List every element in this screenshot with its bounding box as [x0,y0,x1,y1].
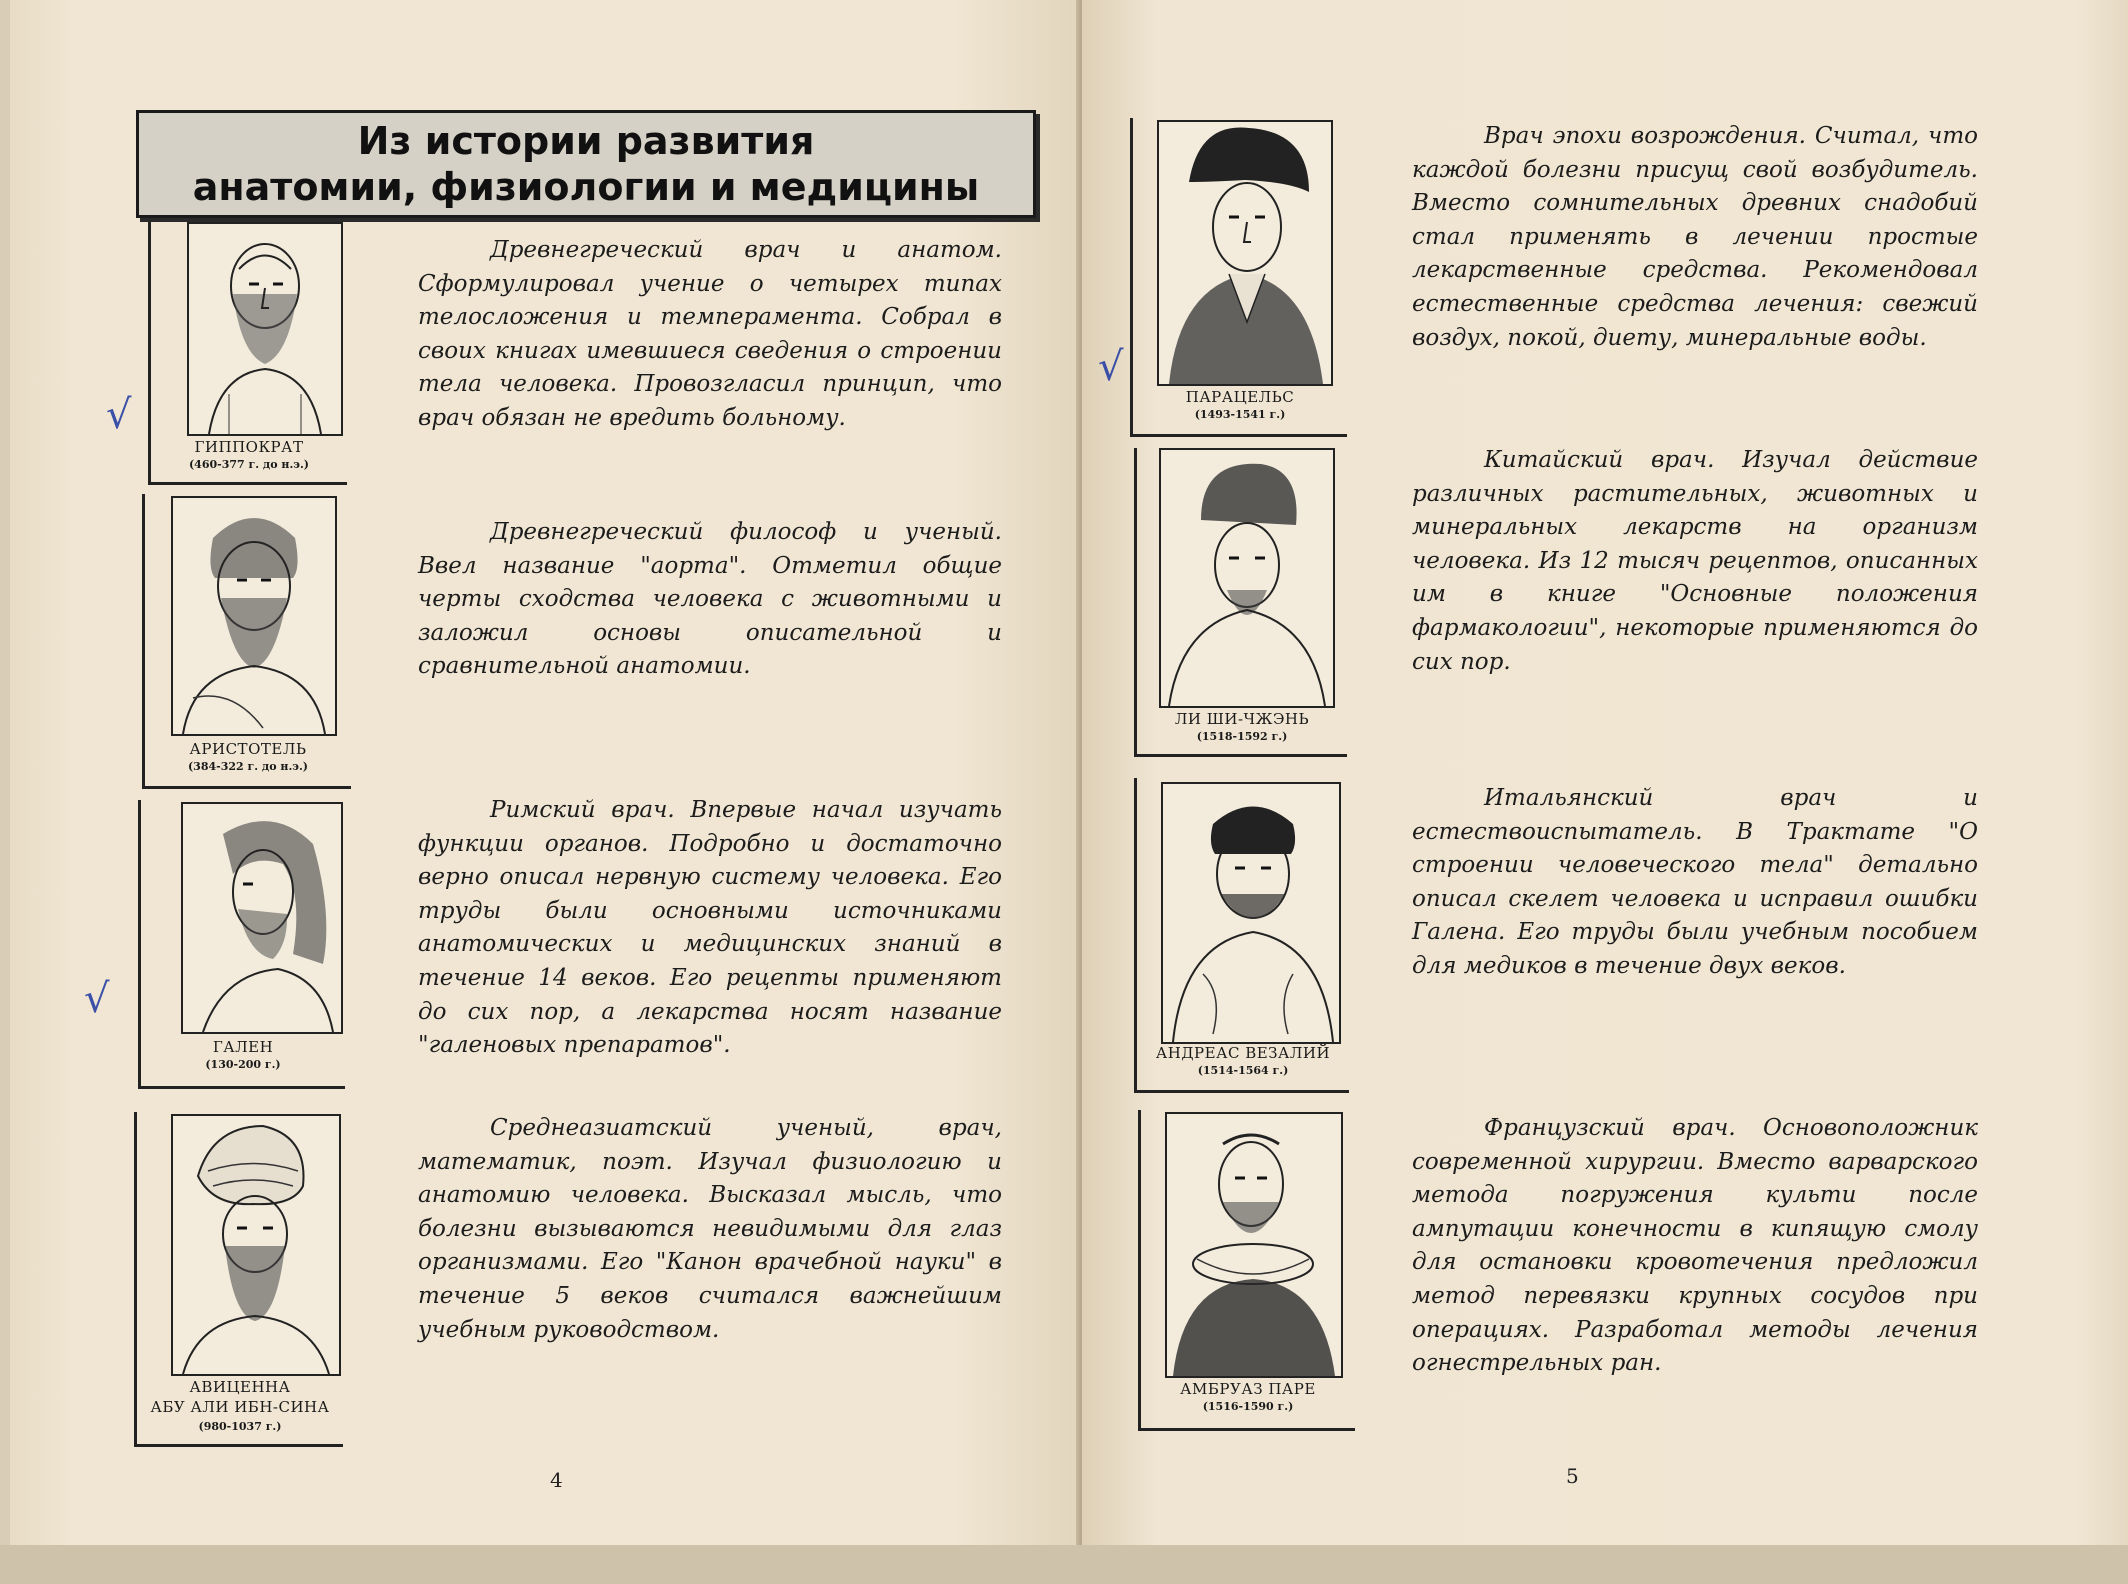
portrait-name: АВИЦЕННА [189,1378,291,1396]
portrait-image [171,496,337,736]
portrait-hippocrates [148,222,347,485]
bust-drawing-icon [183,804,341,1032]
bio-avicenna: Среднеазиатский ученый, врач, математик, поэт. Изучал физиологию и анатомию человека. Высказал мысль, что болезни вызываются невидимыми для глаз организмами. Его "Канон врачебной науки" в течение 5 веков считался важнейшим учебным руководством. [418,1115,1002,1343]
bust-drawing-icon [1159,122,1331,384]
portrait-dates: (1514-1564 г.) [1197,1064,1289,1077]
pen-checkmark: √ [84,976,110,1022]
portrait-dates: (384-322 г. до н.э.) [187,760,309,773]
pen-checkmark: √ [1098,344,1124,390]
bust-drawing-icon [173,1116,339,1374]
portrait-dates: (460-377 г. до н.э.) [188,458,310,471]
pen-checkmark: √ [106,392,132,438]
bust-drawing-icon [173,498,335,734]
portrait-name: АНДРЕАС ВЕЗАЛИЙ [1155,1044,1331,1062]
bio-paracelsus: Врач эпохи возрождения. Считал, что каждой болезни присущ свой возбудитель. Вместо сомнительных древних снадобий стал применять в лечении простые лекарственные средства. Рекомендовал естественные средства лечения: свежий воздух, покой, диету, минеральные воды. [1412,123,1978,351]
portrait-name: АРИСТОТЕЛЬ [189,740,307,758]
portrait-image [181,802,343,1034]
portrait-image [1159,448,1335,708]
bust-drawing-icon [1167,1114,1341,1376]
bio-li-shi-zhen: Китайский врач. Изучал действие различных растительных, животных и минеральных лекарств на организм человека. Из 12 тысяч рецептов, описанных им в книге "Основные положения фармакологии", некоторые применяются до сих пор. [1412,447,1978,675]
portrait-image [1165,1112,1343,1378]
portrait-galen [138,800,345,1089]
portrait-name-alt: АБУ АЛИ ИБН-СИНА [150,1398,330,1416]
page-number-right: 5 [1566,1464,1579,1488]
portrait-image [171,1114,341,1376]
bio-hippocrates: Древнегреческий врач и анатом. Сформулировал учение о четырех типах телосложения и темперамента. Собрал в своих книгах имевшиеся сведения о строении тела человека. Провозгласил принцип, что врач обязан не вредить больному. [418,237,1002,431]
portrait-name: ГИППОКРАТ [194,438,304,456]
portrait-name: ПАРАЦЕЛЬС [1185,388,1295,406]
chapter-title-line2: анатомии, физиологии и медицины [192,165,980,209]
chapter-title-line1: Из истории развития [357,119,815,163]
portrait-avicenna [134,1112,343,1447]
portrait-vesalius [1134,778,1349,1093]
page-number-left: 4 [550,1468,563,1492]
bust-drawing-icon [1161,450,1333,706]
portrait-name: АМБРУАЗ ПАРЕ [1180,1380,1316,1398]
portrait-dates: (130-200 г.) [205,1058,281,1071]
portrait-aristotle [142,494,351,789]
portrait-image [187,222,343,436]
portrait-li-shi-zhen [1134,448,1347,757]
portrait-image [1161,782,1341,1044]
portrait-dates: (1493-1541 г.) [1194,408,1286,421]
portrait-name: ЛИ ШИ-ЧЖЭНЬ [1174,710,1310,728]
chapter-title-box [136,110,1036,218]
portrait-image [1157,120,1333,386]
portrait-dates: (1516-1590 г.) [1202,1400,1294,1413]
bio-ambroise-pare: Французский врач. Основоположник современной хирургии. Вместо варварского метода погружения культи после ампутации конечности в кипящую смолу для остановки кровотечения предложил метод перевязки крупных сосудов при операциях. Разработал методы лечения огнестрельных ран. [1412,1115,1978,1377]
bust-drawing-icon [1163,784,1339,1042]
bio-galen: Римский врач. Впервые начал изучать функции органов. Подробно и достаточно верно описал нервную систему человека. Его труды были основными источниками анатомических и медицинских знаний в течение 14 веков. Его рецепты применяют до сих пор, а лекарства носят название "галеновых препаратов". [418,797,1002,1059]
portrait-ambroise-pare [1138,1110,1355,1431]
page-bottom-edge [0,1545,2128,1584]
bust-drawing-icon [189,224,341,434]
bio-vesalius: Итальянский врач и естествоиспытатель. В Трактате "О строении человеческого тела" детально описал скелет человека и исправил ошибки Галена. Его труды были учебным пособием для медиков в течение двух веков. [1412,785,1978,979]
portrait-name: ГАЛЕН [212,1038,274,1056]
portrait-paracelsus [1130,118,1347,437]
bio-aristotle: Древнегреческий философ и ученый. Ввел название "аорта". Отметил общие черты сходства человека с животными и заложил основы описательной и сравнительной анатомии. [418,519,1002,680]
portrait-dates: (980-1037 г.) [198,1420,282,1433]
portrait-dates: (1518-1592 г.) [1196,730,1288,743]
